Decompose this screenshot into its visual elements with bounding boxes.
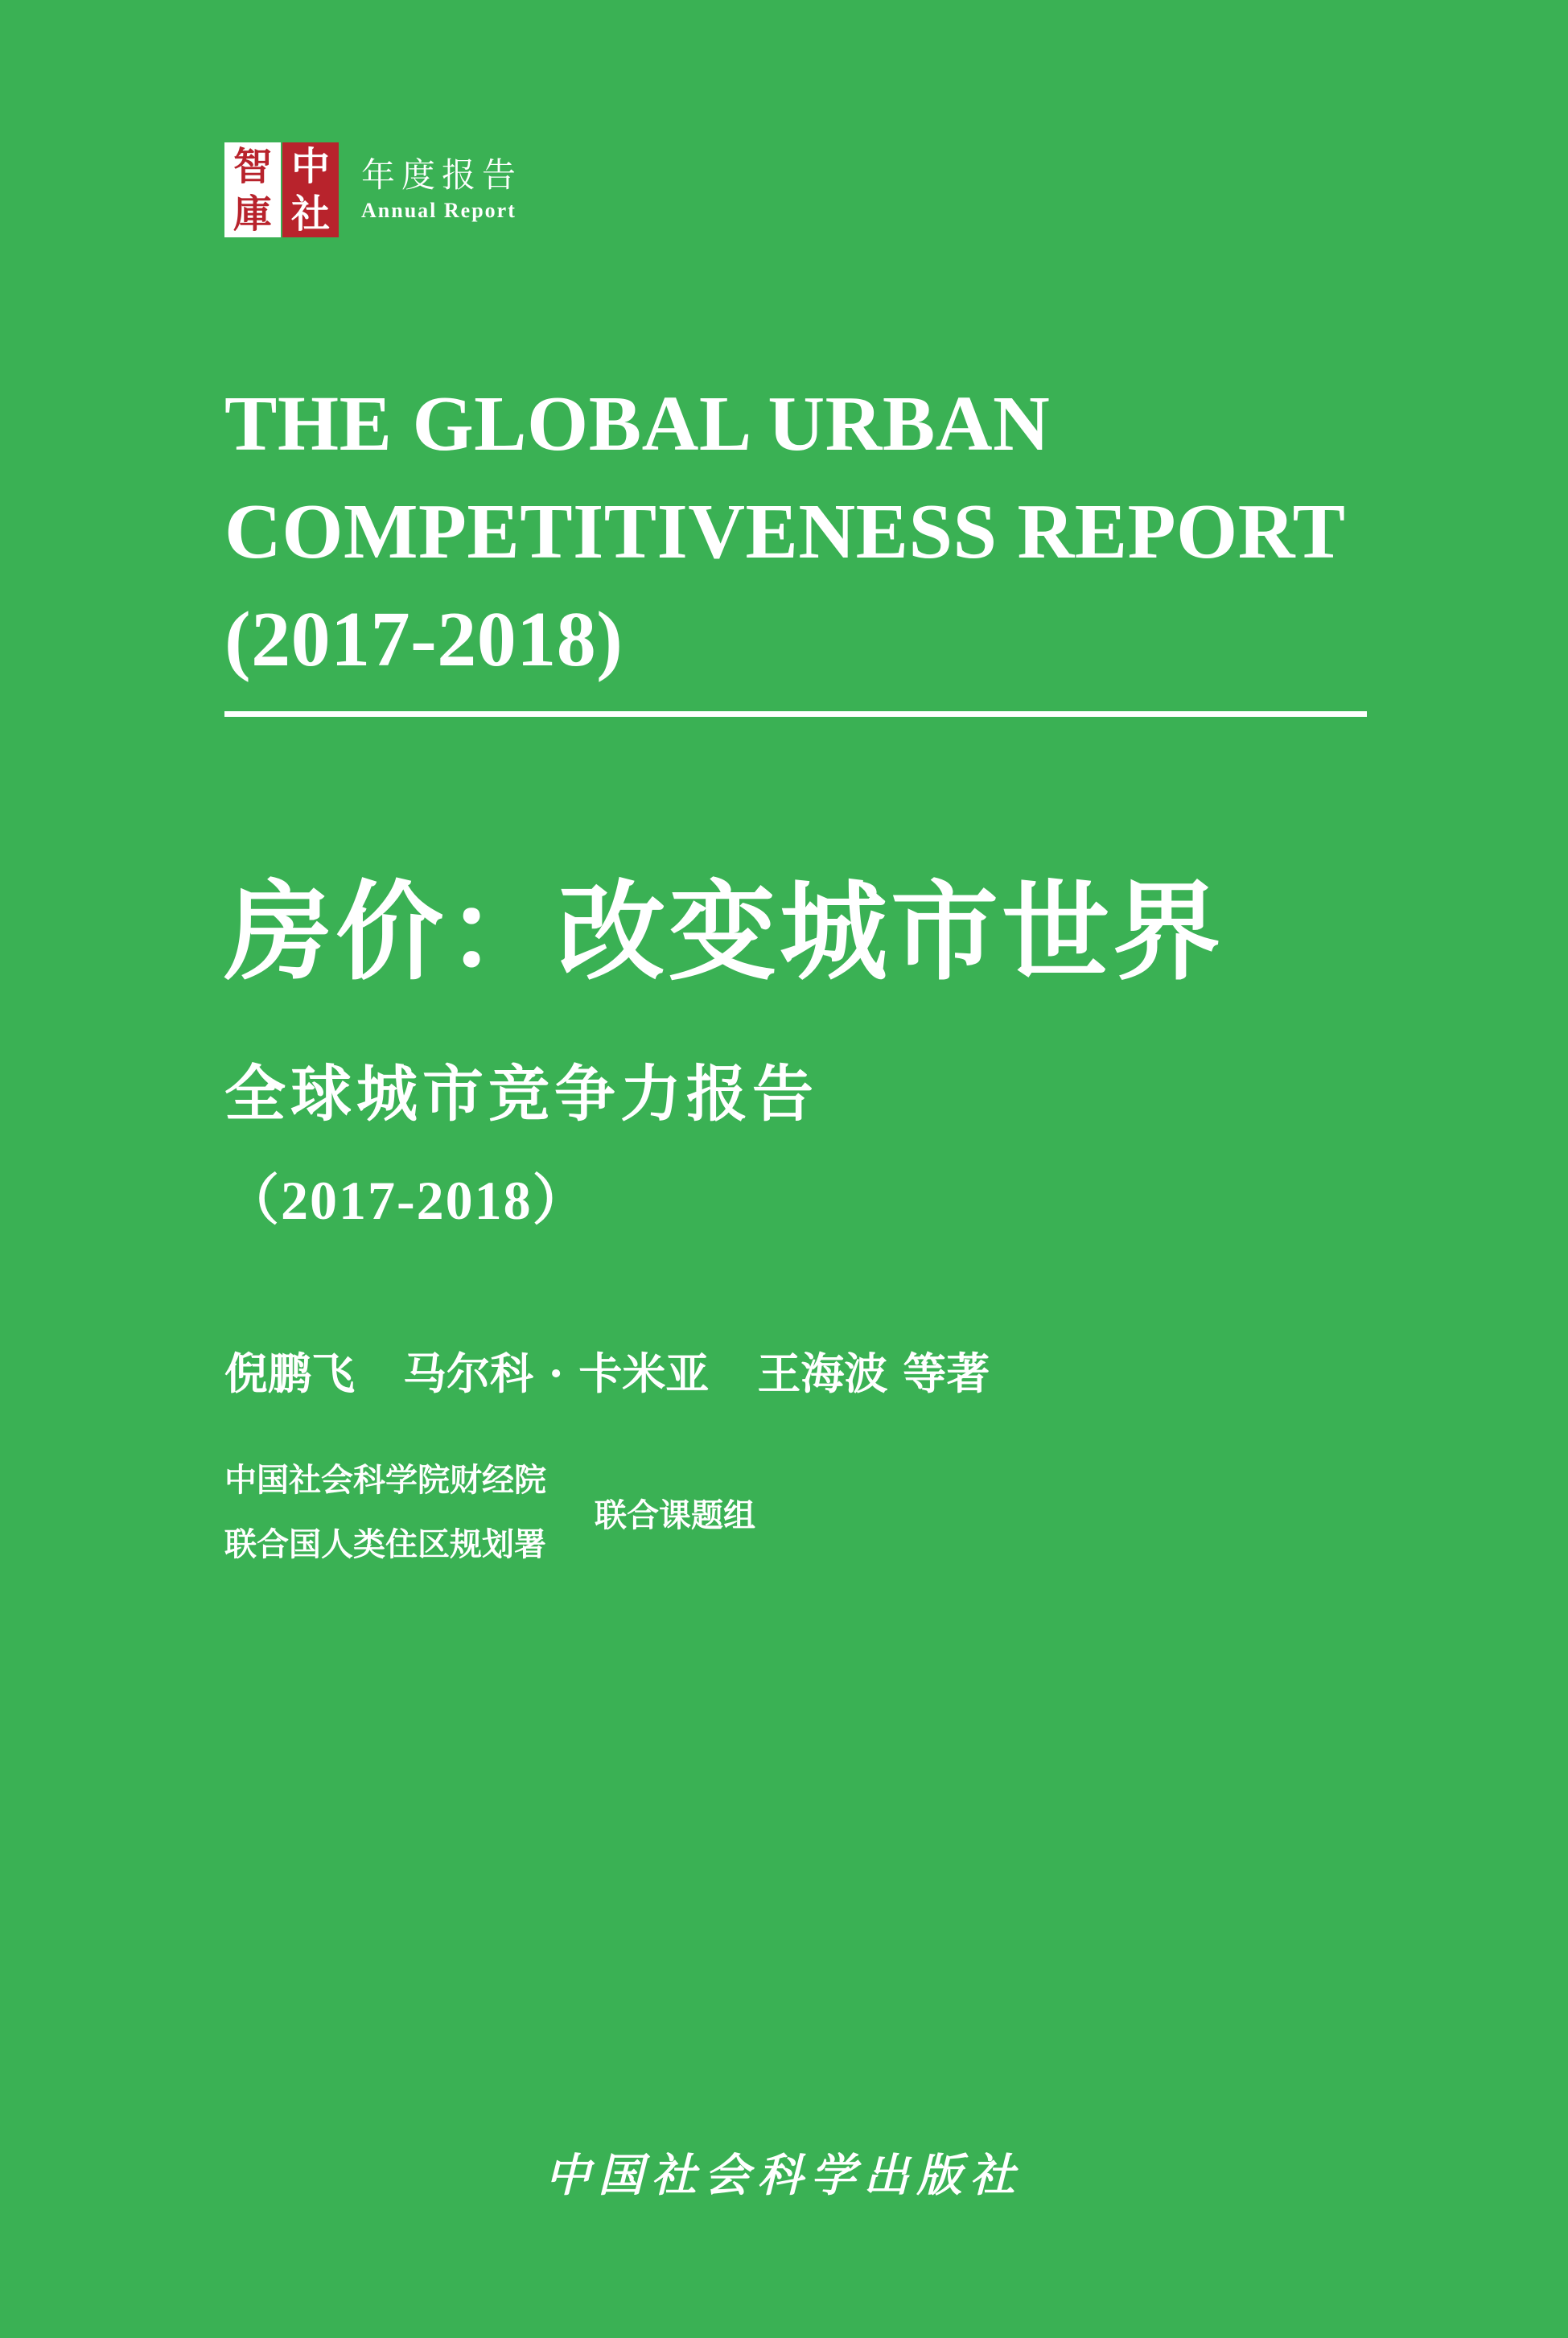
organization-list — [224, 1448, 546, 1577]
authors — [224, 1350, 990, 1397]
series-label — [361, 154, 523, 223]
seal-icon — [224, 142, 339, 237]
organization: 中国社会科学院财经院 — [224, 1461, 546, 1499]
english-title — [224, 370, 1383, 694]
english-title-line: COMPETITIVENESS REPORT — [224, 488, 1346, 575]
seal-char: 智 — [233, 143, 272, 189]
seal-left — [224, 142, 281, 237]
series-label-cn: 年度报告 — [361, 154, 523, 195]
author: 王海波 等著 — [757, 1348, 990, 1399]
organization: 联合国人类住区规划署 — [224, 1525, 546, 1563]
author: 马尔科 · 卡米亚 — [403, 1348, 710, 1399]
joint-group: 联合课题组 — [595, 1496, 755, 1534]
publisher: 中国社会科学出版社 — [545, 2149, 1023, 2202]
english-title-line: (2017-2018) — [224, 596, 623, 683]
seal-char: 庫 — [233, 191, 272, 237]
author: 倪鹏飞 — [224, 1348, 355, 1399]
organizations — [224, 1448, 755, 1577]
chinese-subtitle: 全球城市竞争力报告 — [224, 1058, 818, 1130]
series-label-en: Annual Report — [361, 199, 516, 223]
chinese-year: （2017-2018） — [224, 1170, 589, 1231]
chinese-main-title: 房价：改变城市世界 — [224, 868, 1224, 995]
seal-char: 中 — [290, 143, 330, 189]
series-logo — [224, 142, 522, 238]
seal-right — [282, 142, 339, 237]
seal-char: 社 — [290, 191, 330, 237]
english-title-line: THE GLOBAL URBAN — [224, 381, 1051, 467]
divider — [224, 711, 1367, 717]
